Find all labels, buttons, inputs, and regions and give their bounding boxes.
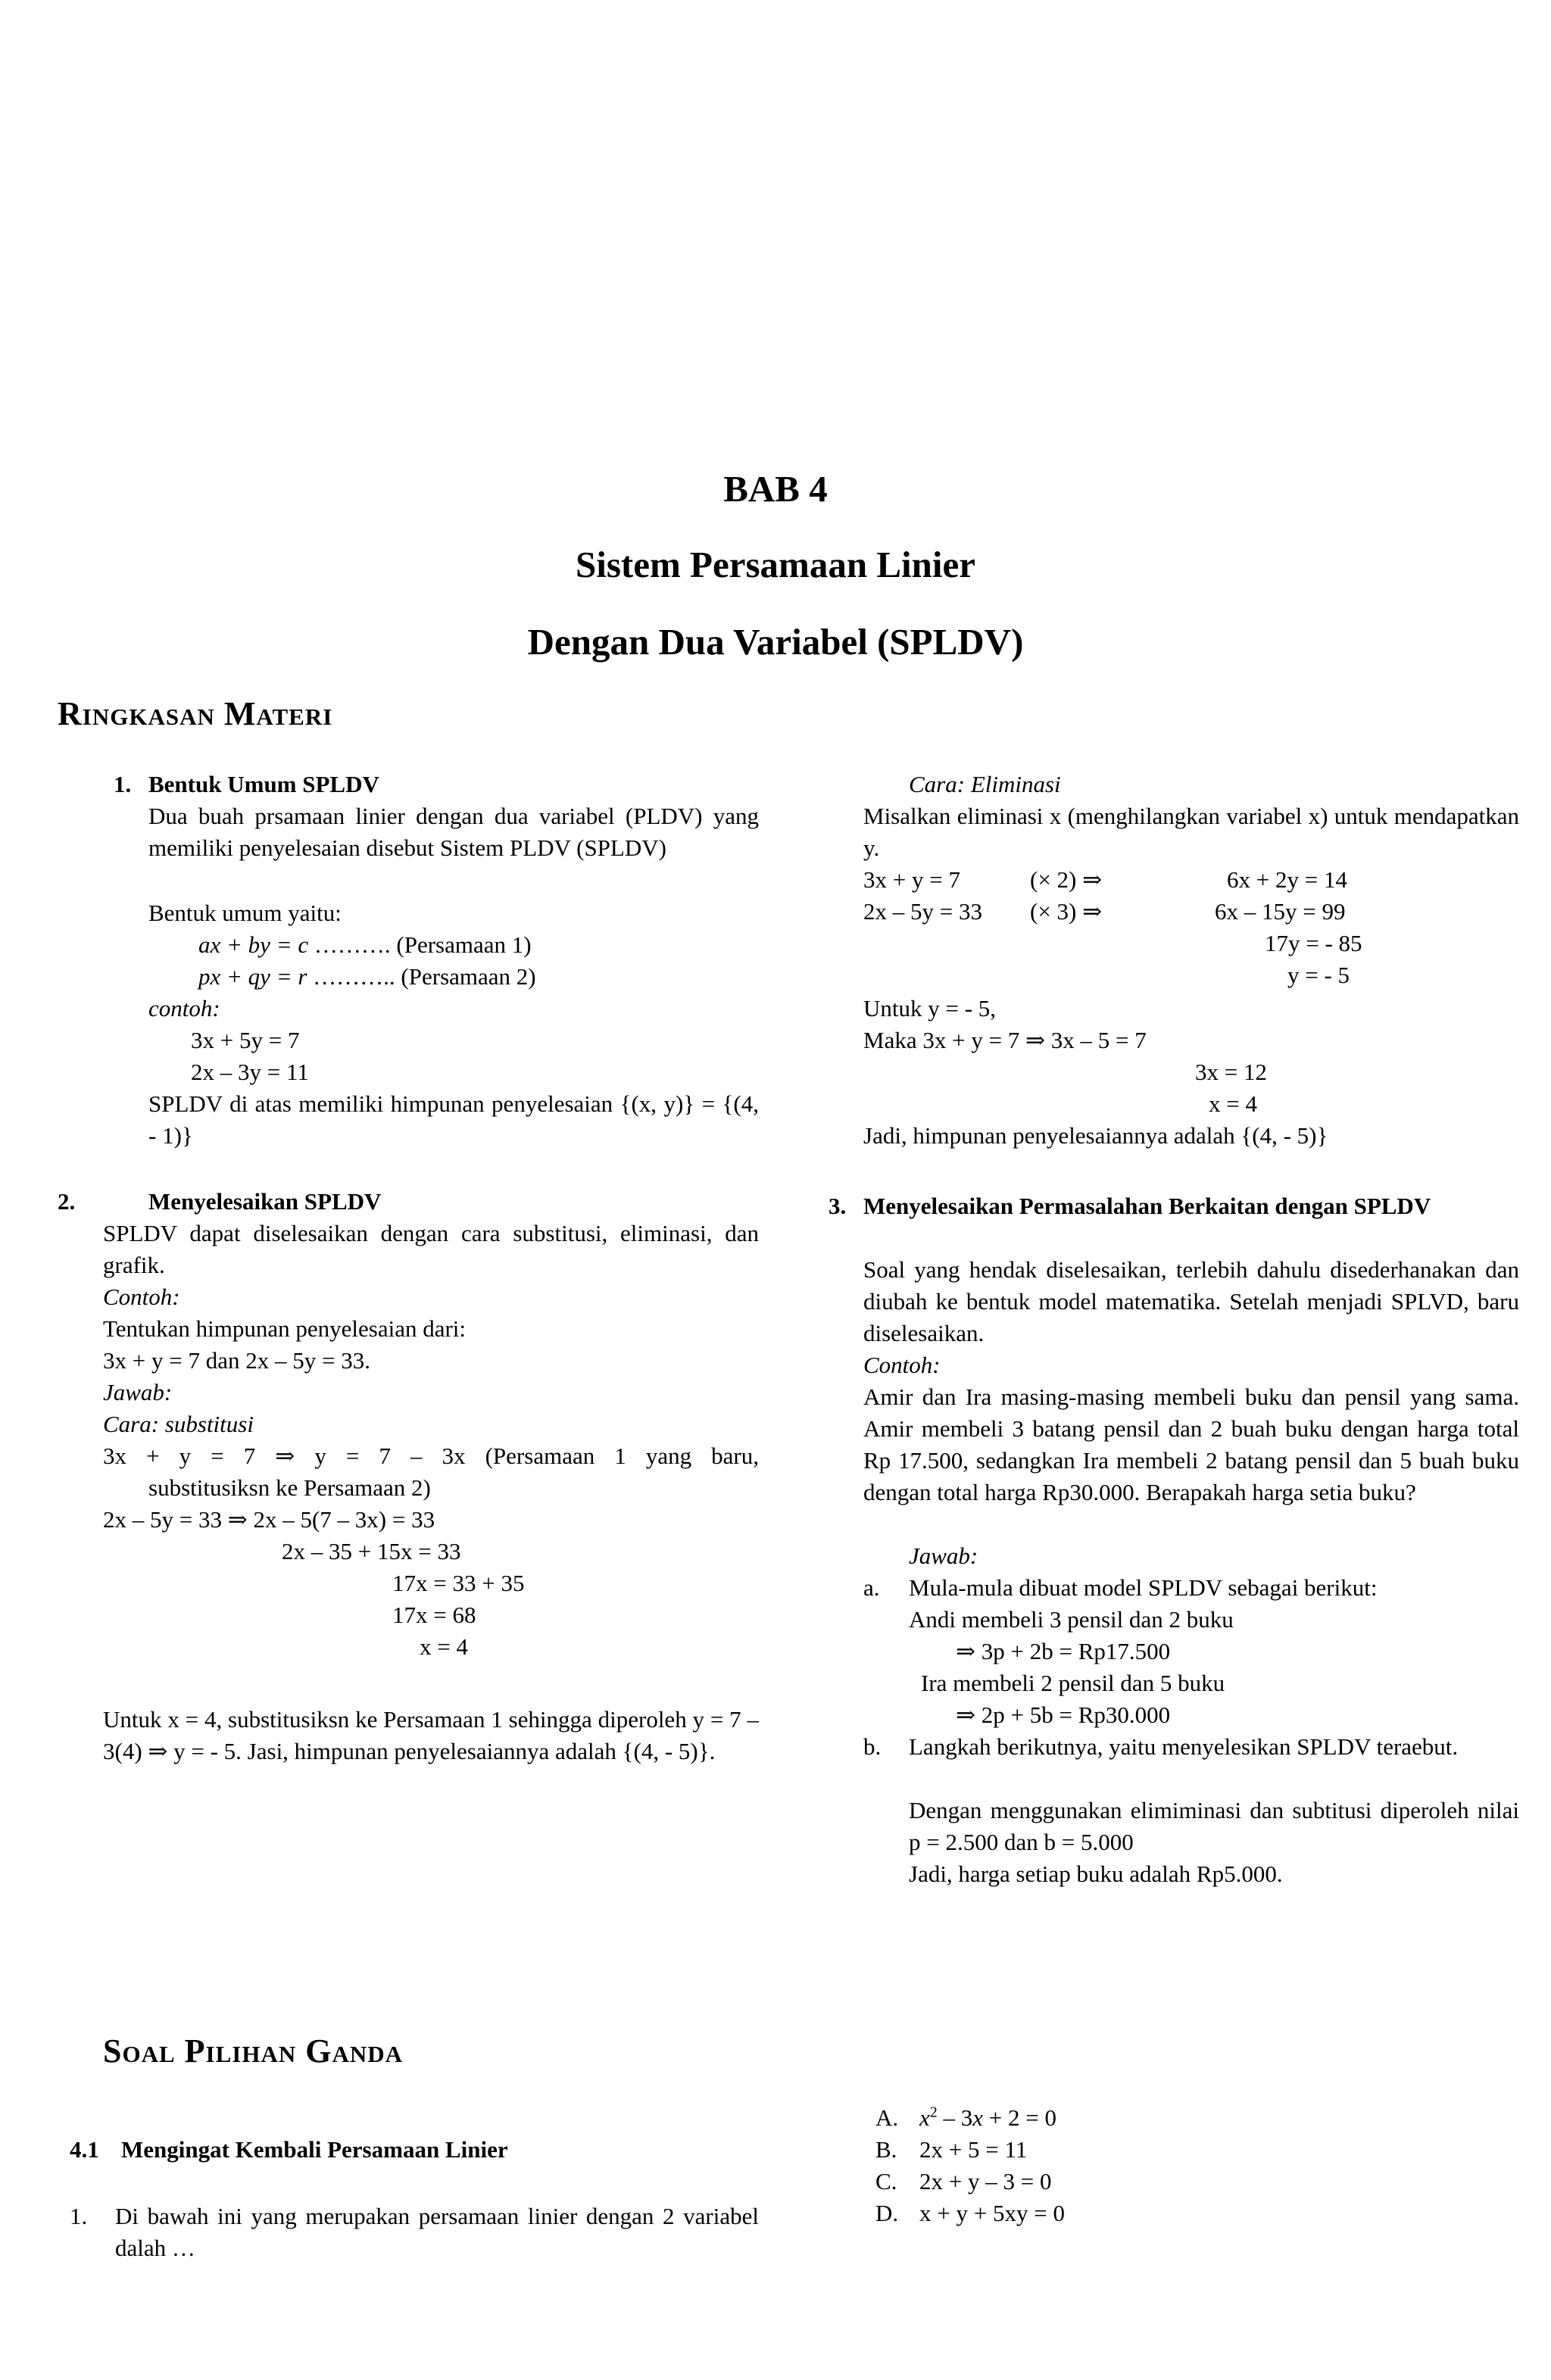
s3-step-a-text: Mula-mula dibuat model SPLDV sebagai berikut: (909, 1574, 1378, 1601)
option-a-label: A. (875, 2104, 899, 2131)
s3-number: 3. (829, 1193, 847, 1219)
s1-example-1: 3x + 5y = 7 (191, 1027, 300, 1053)
chapter-number: BAB 4 (723, 468, 828, 510)
elim-row5: 3x = 12 (1195, 1059, 1267, 1085)
s1-example-2: 2x – 3y = 11 (191, 1059, 309, 1085)
s2-calc-step-1: 2x – 5y = 33 ⇒ 2x – 5(7 – 3x) = 33 (103, 1506, 435, 1533)
elim-row6: x = 4 (1209, 1090, 1257, 1117)
s3-contoh-label: Contoh: (863, 1352, 941, 1378)
s2-calc-step-4: 17x = 68 (392, 1602, 476, 1628)
s3-step-b-result: Dengan menggunakan elimiminasi dan subtitusi diperoleh nilai p = 2.500 dan b = 5.000 (909, 1797, 1519, 1855)
elim-paragraph: Misalkan eliminasi x (menghilangkan variabel x) untuk mendapatkan y. (863, 803, 1519, 861)
section-heading-ringkasan: Ringkasan Materi (58, 695, 333, 732)
chapter-title-line2: Dengan Dua Variabel (SPLDV) (527, 621, 1024, 663)
elim-row2-result: 6x – 15y = 99 (1215, 898, 1346, 925)
s2-paragraph: SPLDV dapat diselesaikan dengan cara substitusi, eliminasi, dan grafik. (103, 1220, 759, 1278)
s2-calc-step-2: 2x – 35 + 15x = 33 (282, 1538, 461, 1564)
subsection-title: Mengingat Kembali Persamaan Linier (121, 2136, 508, 2163)
s3-step-b-label: b. (863, 1733, 882, 1760)
elim-row1-eq: 3x + y = 7 (863, 866, 960, 893)
option-b-text: 2x + 5 = 11 (919, 2136, 1028, 2163)
s2-conclusion: Untuk x = 4, substitusiksn ke Persamaan 1 sehingga diperoleh y = 7 – 3(4) ⇒ y = - 5. Jasi, himpunan penyelesaiannya adalah {(4, - 5)}. (103, 1706, 759, 1764)
s3-step-b-text: Langkah berikutnya, yaitu menyelesikan SPLDV teraebut. (909, 1733, 1459, 1760)
s2-calc-step-3: 17x = 33 + 35 (392, 1570, 525, 1596)
s1-paragraph: Dua buah prsamaan linier dengan dua variabel (PLDV) yang memiliki penyelesaian disebut Sistem PLDV (SPLDV) (148, 803, 759, 861)
option-b-label: B. (875, 2136, 897, 2163)
s2-method-label: Cara: substitusi (103, 1411, 254, 1437)
s3-step-a-label: a. (863, 1574, 880, 1601)
section-heading-soal: Soal Pilihan Ganda (103, 2032, 403, 2070)
elim-row2-op: (× 3) ⇒ (1030, 898, 1103, 925)
s1-contoh-label: contoh: (148, 995, 220, 1022)
s3-jawab-label: Jawab: (909, 1542, 978, 1569)
s1-number: 1. (114, 771, 132, 797)
s1-equation-2: px + qy = r ……….. (Persamaan 2) (198, 963, 536, 990)
s2-title: Menyelesaikan SPLDV (148, 1188, 382, 1215)
elim-row1-result: 6x + 2y = 14 (1227, 866, 1347, 893)
elim-untuk: Untuk y = - 5, (863, 995, 997, 1022)
s2-substitution-line2: substitusiksn ke Persamaan 2) (148, 1474, 431, 1501)
s3-step-a-eq2: ⇒ 2p + 5b = Rp30.000 (956, 1702, 1171, 1728)
elim-row4: y = - 5 (1287, 962, 1350, 988)
s2-jawab-label: Jawab: (103, 1379, 173, 1405)
s2-question: Tentukan himpunan penyelesaian dari: (103, 1315, 467, 1342)
chapter-title-line1: Sistem Persamaan Linier (575, 544, 976, 585)
s1-bentuk-umum: Bentuk umum yaitu: (148, 900, 342, 926)
s2-substitution-line: 3x + y = 7 ⇒ y = 7 – 3x (Persamaan 1 yang baru, (103, 1443, 759, 1469)
question-1-text: Di bawah ini yang merupakan persamaan linier dengan 2 variabel dalah … (115, 2203, 759, 2261)
elim-row2-eq: 2x – 5y = 33 (863, 898, 982, 925)
option-a-text: $x^2 - 3x + 2 = 0$ (919, 2104, 1056, 2131)
s3-step-a-andi: Andi membeli 3 pensil dan 2 buku (909, 1606, 1234, 1633)
s3-step-a-eq1: ⇒ 3p + 2b = Rp17.500 (956, 1638, 1171, 1664)
s3-title: Menyelesaikan Permasalahan Berkaitan dengan SPLDV (863, 1193, 1431, 1219)
s3-problem: Amir dan Ira masing-masing membeli buku dan pensil yang sama. Amir membeli 3 batang pensil dan 2 buah buku dengan harga total Rp 17.500, sedangkan Ira membeli 2 batang pensil dan 5 buah buku dengan total harga Rp30.000. Berapakah harga setia buku? (863, 1383, 1519, 1505)
subsection-number: 4.1 (70, 2136, 99, 2163)
question-1-number: 1. (70, 2203, 88, 2229)
s2-calc-step-5: x = 4 (420, 1633, 468, 1660)
s1-conclusion: SPLDV di atas memiliki himpunan penyelesaian {(x, y)} = {(4, - 1)} (148, 1090, 759, 1149)
s1-title: Bentuk Umum SPLDV (148, 771, 379, 797)
s3-paragraph: Soal yang hendak diselesaikan, terlebih dahulu disederhanakan dan diubah ke bentuk model matematika. Setelah menjadi SPLVD, baru diselesaikan. (863, 1256, 1519, 1346)
option-c-text: 2x + y – 3 = 0 (919, 2168, 1052, 2194)
s3-step-a-ira: Ira membeli 2 pensil dan 5 buku (921, 1670, 1225, 1696)
elim-row1-op: (× 2) ⇒ (1030, 866, 1103, 893)
elim-conclusion: Jadi, himpunan penyelesaiannya adalah {(4, - 5)} (863, 1122, 1328, 1149)
s2-system: 3x + y = 7 dan 2x – 5y = 33. (103, 1347, 370, 1374)
option-c-label: C. (875, 2168, 897, 2194)
s1-equation-1: ax + by = c ………. (Persamaan 1) (198, 931, 532, 958)
elim-row3: 17y = - 85 (1265, 930, 1362, 956)
s2-number: 2. (58, 1188, 76, 1215)
s2-contoh-label: Contoh: (103, 1284, 180, 1310)
elim-maka: Maka 3x + y = 7 ⇒ 3x – 5 = 7 (863, 1027, 1147, 1053)
elim-method-label: Cara: Eliminasi (909, 771, 1061, 797)
s3-step-b-conclusion: Jadi, harga setiap buku adalah Rp5.000. (909, 1861, 1283, 1887)
option-d-label: D. (875, 2200, 899, 2226)
option-d-text: x + y + 5xy = 0 (919, 2200, 1065, 2226)
